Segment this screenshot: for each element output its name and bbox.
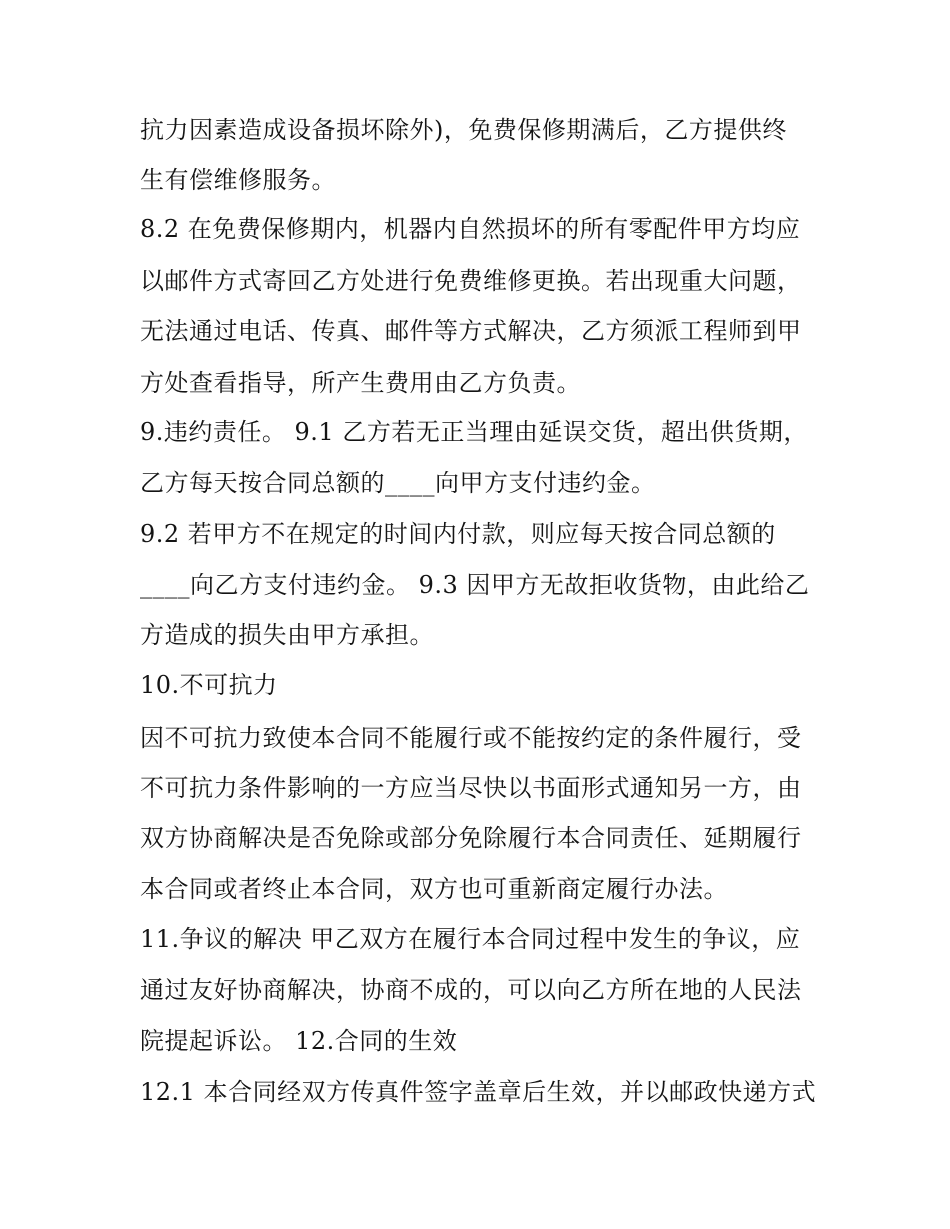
text-line: 通过友好协商解决，协商不成的，可以向乙方所在地的人民法 [140,976,802,1004]
text-line: 生有偿维修服务。 [140,166,336,194]
section-heading: 10.不可抗力 [140,671,278,699]
text-line: 以邮件方式寄回乙方处进行免费维修更换。若出现重大问题， [140,267,802,295]
text-line: 8.2 在免费保修期内，机器内自然损坏的所有零配件甲方均应 [140,215,801,243]
text-line: 11.争议的解决 甲乙双方在履行本合同过程中发生的争议，应 [140,925,801,953]
text-line: 12.1 本合同经双方传真件签字盖章后生效，并以邮政快递方式 [140,1078,817,1106]
text-line: 因不可抗力致使本合同不能履行或不能按约定的条件履行，受 [140,724,802,752]
text-line: 抗力因素造成设备损坏除外)，免费保修期满后，乙方提供终 [140,116,787,144]
text-line: 本合同或者终止本合同，双方也可重新商定履行办法。 [140,875,728,903]
text-line: 院提起诉讼。 12.合同的生效 [140,1027,458,1055]
text-line: 不可抗力条件影响的一方应当尽快以书面形式通知另一方，由 [140,774,802,802]
text-line: 方造成的损失由甲方承担。 [140,621,434,649]
text-line: 乙方每天按合同总额的____向甲方支付违约金。 [140,469,656,497]
text-line: 9.违约责任。 9.1 乙方若无正当理由延误交货，超出供货期， [140,418,808,446]
text-line: 方处查看指导，所产生费用由乙方负责。 [140,369,581,397]
text-line: 双方协商解决是否免除或部分免除履行本合同责任、延期履行 [140,824,802,852]
text-line: 无法通过电话、传真、邮件等方式解决，乙方须派工程师到甲 [140,317,802,345]
text-line: ____向乙方支付违约金。 9.3 因甲方无故拒收货物，由此给乙 [140,571,810,599]
text-line: 9.2 若甲方不在规定的时间内付款，则应每天按合同总额的 [140,520,776,548]
